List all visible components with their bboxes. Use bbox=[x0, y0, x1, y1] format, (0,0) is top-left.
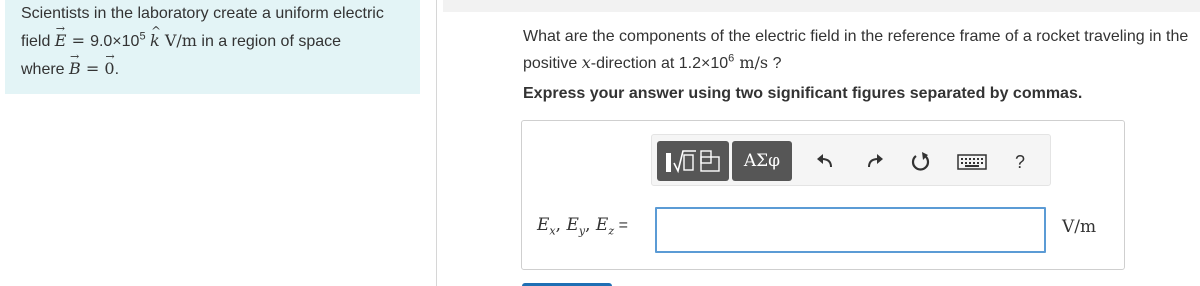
components-label bbox=[537, 215, 628, 237]
redo-button[interactable] bbox=[861, 148, 889, 176]
label-sub-x: x bbox=[549, 224, 556, 238]
label-e-y: E bbox=[566, 215, 579, 235]
greek-symbols-button[interactable]: ΑΣφ bbox=[732, 141, 792, 181]
problem-line-1: Scientists in the laboratory create a uniform electric bbox=[21, 5, 384, 22]
where-word: where bbox=[21, 61, 70, 78]
reset-icon bbox=[910, 151, 932, 173]
equals-sign: = bbox=[66, 31, 91, 50]
problem-line-3 bbox=[21, 55, 420, 83]
label-comma-2: , bbox=[585, 215, 596, 235]
x-symbol: x bbox=[581, 53, 591, 72]
panel-divider bbox=[436, 0, 437, 286]
label-sub-z: z bbox=[608, 224, 615, 238]
zero-vector-symbol: → 0 bbox=[104, 55, 114, 82]
answer-unit: V/m bbox=[1062, 217, 1097, 237]
undo-icon bbox=[815, 152, 835, 172]
label-e-x: E bbox=[537, 215, 550, 235]
magnetic-field-vector-symbol: → B bbox=[69, 55, 81, 82]
k-unit-vector-symbol: ^ k bbox=[150, 27, 160, 54]
label-sub-y: y bbox=[578, 224, 586, 238]
field-magnitude-exponent: 5 bbox=[139, 30, 146, 43]
field-unit: V/m bbox=[159, 31, 197, 50]
reset-button[interactable] bbox=[907, 148, 935, 176]
label-comma-1: , bbox=[555, 215, 567, 235]
question-part-1: What are the components of the electric field in the reference frame of a rocket traveling in the positive bbox=[523, 28, 1189, 72]
label-equals: = bbox=[614, 217, 628, 234]
question-part-2: -direction at 1.2×10 bbox=[590, 55, 729, 72]
keyboard-button[interactable] bbox=[956, 148, 988, 176]
undo-button[interactable] bbox=[811, 148, 839, 176]
field-magnitude: 9.0×10 bbox=[90, 33, 140, 50]
period: . bbox=[114, 61, 120, 78]
help-button[interactable]: ? bbox=[1014, 151, 1025, 172]
speed-unit: m/s bbox=[734, 53, 769, 72]
templates-icon bbox=[657, 141, 729, 181]
region-text: in a region of space bbox=[196, 33, 342, 50]
question-part-3: ? bbox=[768, 55, 782, 72]
equals-sign-2: = bbox=[80, 59, 105, 78]
field-word: field bbox=[21, 33, 55, 50]
label-e-z: E bbox=[595, 215, 609, 235]
redo-icon bbox=[865, 152, 885, 172]
answer-instruction: Express your answer using two significant figures separated by commas. bbox=[523, 85, 1083, 102]
keyboard-icon bbox=[957, 153, 987, 171]
templates-button[interactable] bbox=[657, 141, 729, 181]
problem-line-2 bbox=[21, 27, 420, 55]
question-text bbox=[523, 24, 1193, 77]
speed-exponent: 6 bbox=[728, 52, 735, 65]
problem-statement bbox=[5, 0, 420, 94]
electric-field-vector-symbol: → E bbox=[55, 27, 67, 54]
answer-input[interactable] bbox=[655, 207, 1046, 253]
top-bar bbox=[443, 0, 1200, 12]
